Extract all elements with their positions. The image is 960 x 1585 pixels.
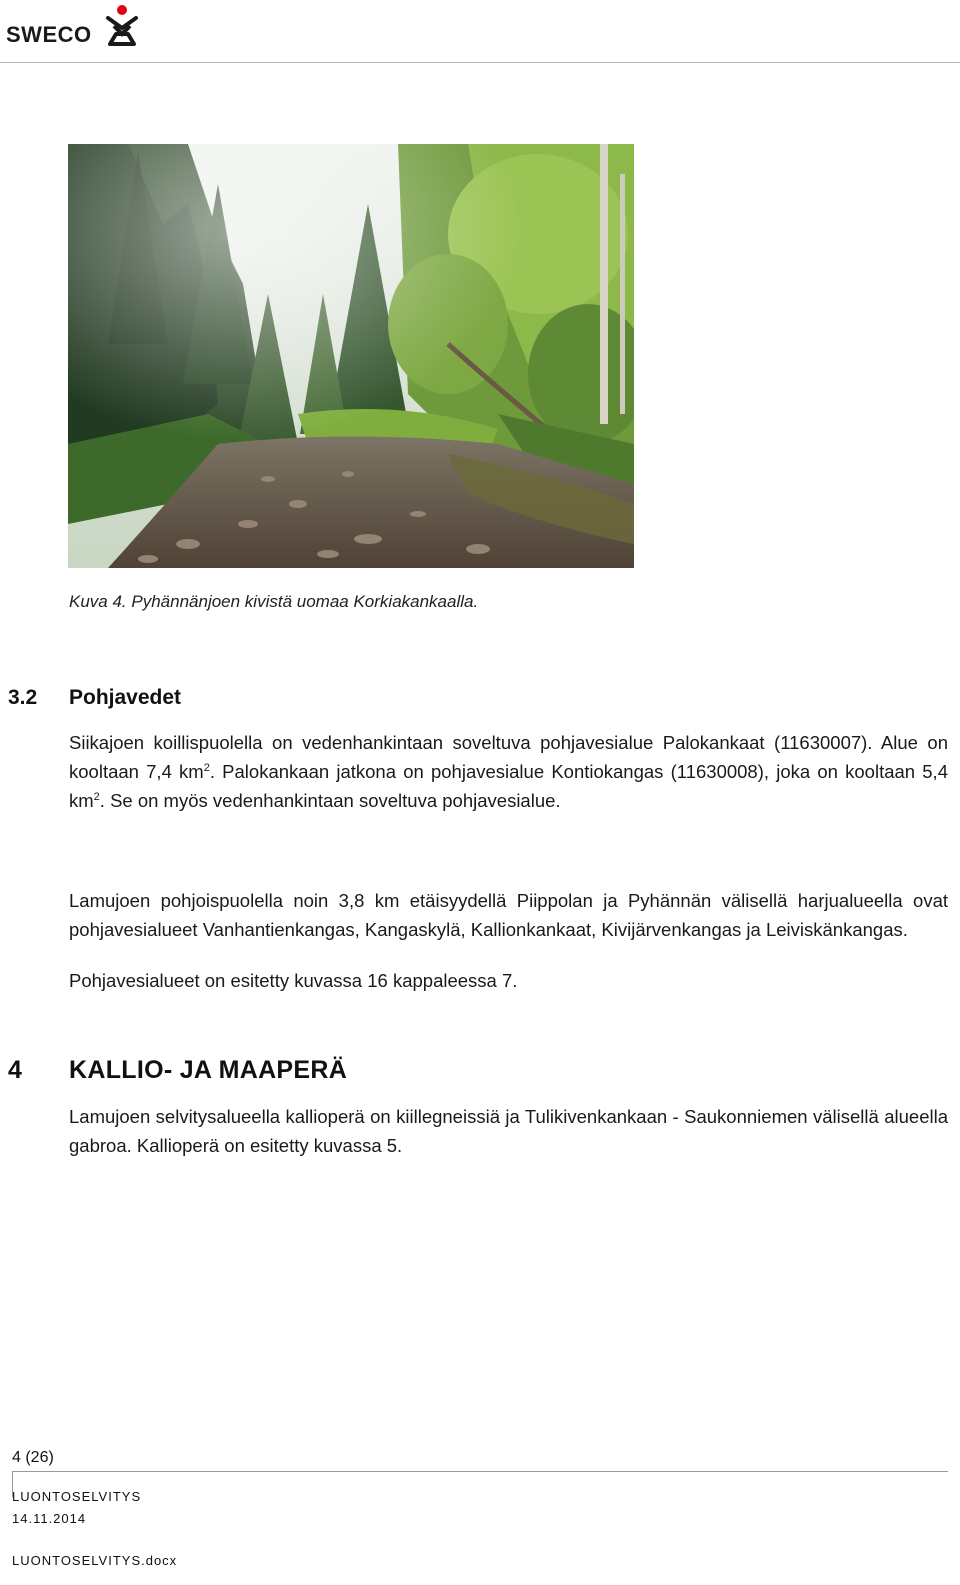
- figure-photo-stream: [68, 144, 634, 568]
- header-divider: [0, 62, 960, 63]
- paragraph-text: Siikajoen koillispuolella on vedenhankintaan soveltuva pohjavesialue Palokankaat (11630007). Alue on kooltaan 7,4 km: [69, 732, 948, 782]
- page-number: 4 (26): [12, 1449, 54, 1466]
- logo-text: SWECO: [6, 22, 92, 47]
- figure-caption: Kuva 4. Pyhännänjoen kivistä uomaa Korkiakankaalla.: [69, 592, 479, 611]
- footer-divider: [12, 1471, 948, 1472]
- footer-doc-type: LUONTOSELVITYS: [12, 1489, 142, 1504]
- paragraph-text: . Palokankaan jatkona on pohjavesialue Kontiokangas (11630008), joka on kooltaan 5,4 km: [69, 761, 948, 811]
- chapter-heading: KALLIO- JA MAAPERÄ: [69, 1056, 348, 1084]
- section-heading: Pohjavedet: [69, 686, 182, 709]
- footer-date: 14.11.2014: [12, 1511, 87, 1526]
- sweco-logo: [4, 4, 144, 46]
- paragraph: Pohjavesialueet on esitetty kuvassa 16 kappaleessa 7.: [69, 970, 518, 991]
- paragraph: [69, 728, 948, 815]
- paragraph: Lamujoen selvitysalueella kallioperä on kiillegneissiä ja Tulikivenkankaan - Saukonniemen välisellä alueella gabroa. Kallioperä on esitetty kuvassa 5.: [69, 1106, 948, 1156]
- paragraph-text: . Se on myös vedenhankintaan soveltuva pohjavesialue.: [99, 790, 561, 811]
- paragraph: Lamujoen pohjoispuolella noin 3,8 km etäisyydellä Piippolan ja Pyhännän välisellä harjualueella ovat pohjavesialueet Vanhantienkangas, Kangaskylä, Kallionkankaat, Kivijärvenkangas ja Leiviskänkangas.: [69, 890, 948, 940]
- footer-filename: LUONTOSELVITYS.docx: [12, 1553, 178, 1568]
- superscript: 2: [93, 791, 100, 803]
- forest-stream-image: [68, 144, 634, 568]
- sweco-mark-icon: [102, 4, 142, 46]
- superscript: 2: [203, 762, 210, 774]
- section-number: 3.2: [8, 686, 38, 709]
- chapter-number: 4: [8, 1056, 22, 1084]
